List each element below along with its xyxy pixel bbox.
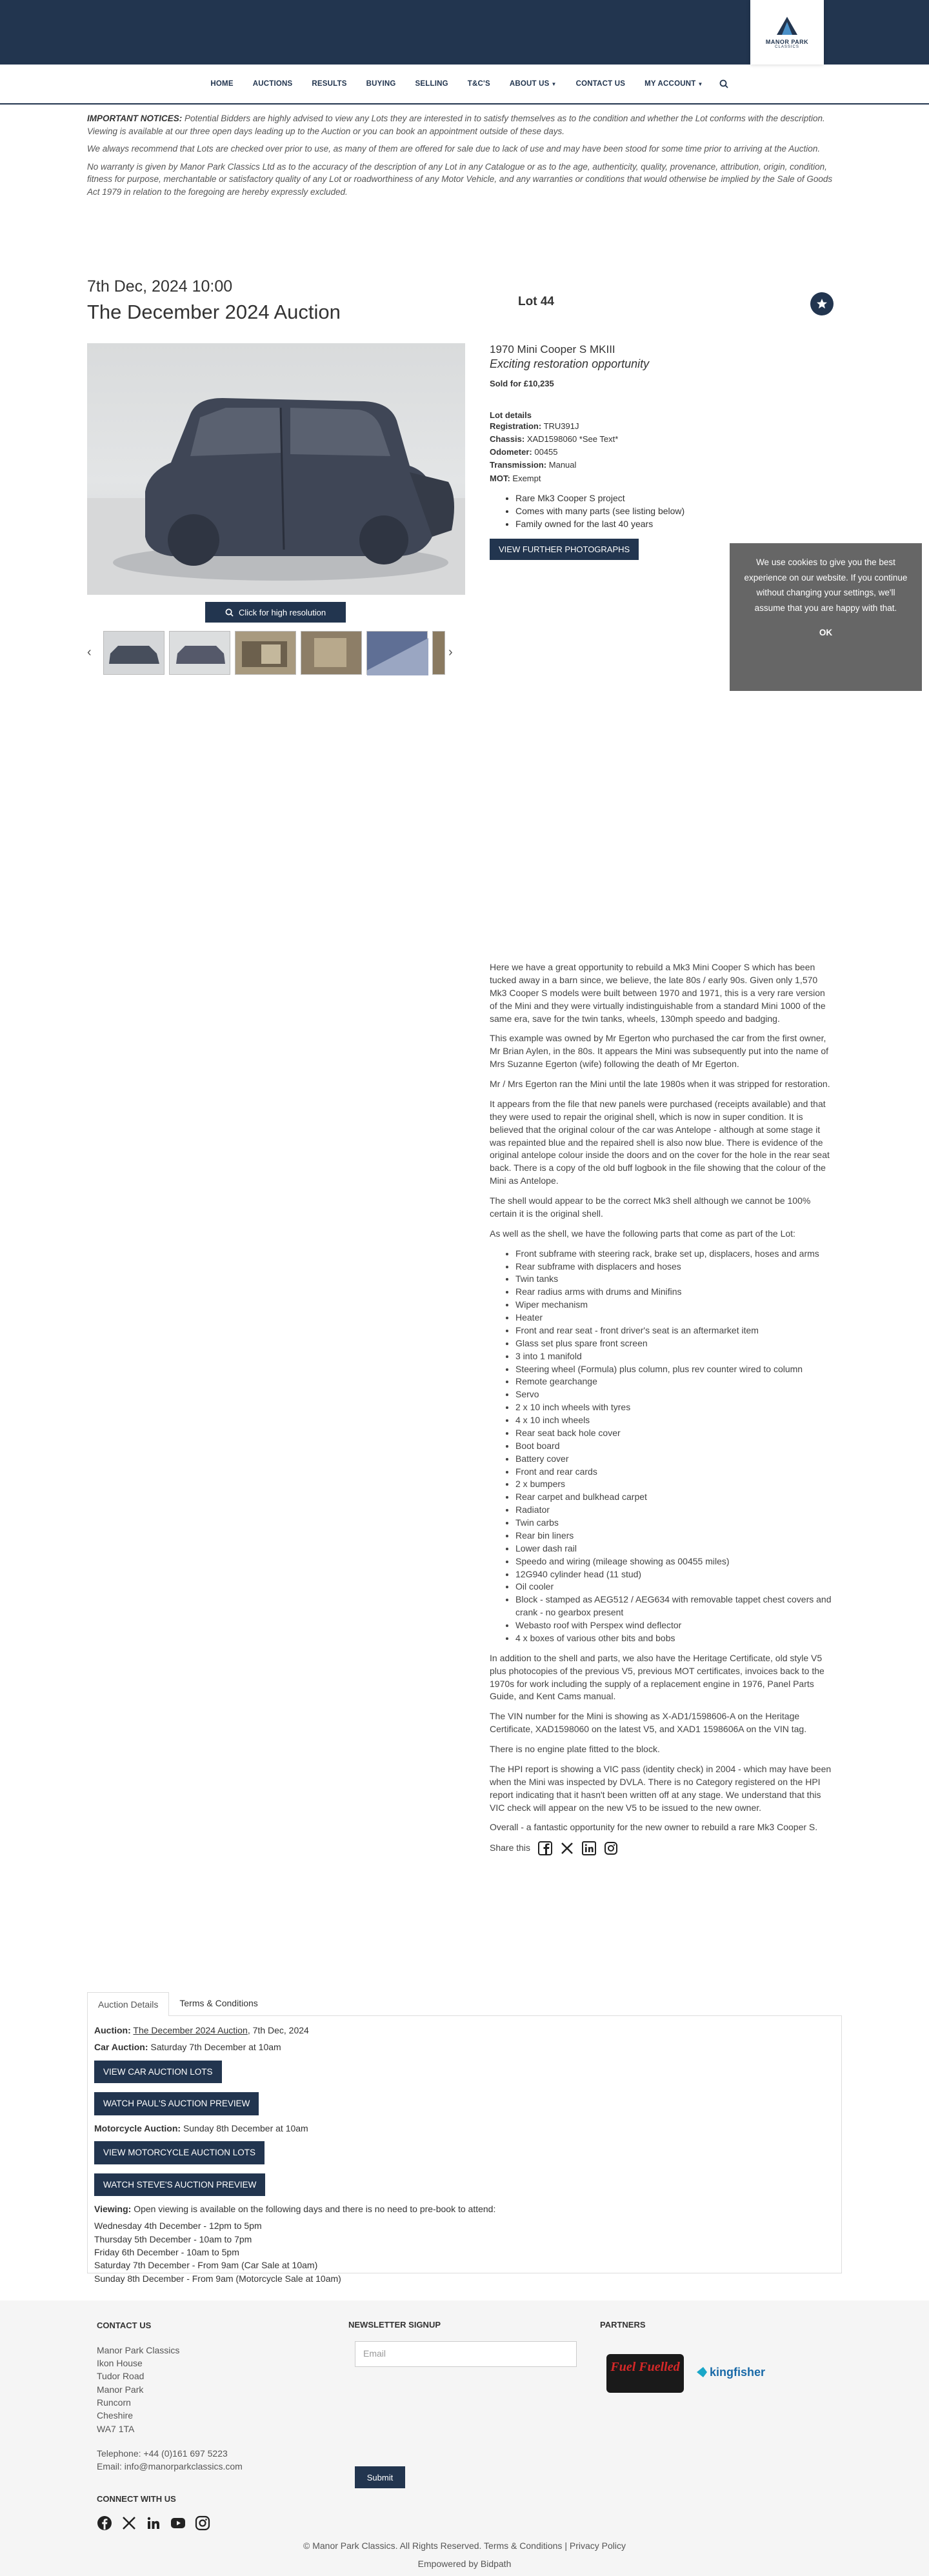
footer-partners <box>600 2320 768 2401</box>
address-line: Runcorn <box>97 2397 131 2408</box>
search-icon[interactable] <box>719 79 728 88</box>
list-item: • Webasto roof with Perspex wind deflector <box>515 1619 834 1632</box>
address-line: Tudor Road <box>97 2371 145 2382</box>
address-line: Manor Park <box>97 2384 144 2395</box>
nav-contact-us[interactable]: CONTACT US <box>575 80 626 88</box>
view-car-lots-button[interactable]: VIEW CAR AUCTION LOTS <box>94 2061 222 2084</box>
caret-down-icon: ▼ <box>551 81 557 87</box>
description-paragraph: Overall - a fantastic opportunity for the new owner to rebuild a rare Mk3 Cooper S. <box>490 1822 818 1833</box>
facebook-icon[interactable] <box>538 1841 552 1855</box>
parts-list <box>515 1248 834 1645</box>
list-item: • Rear seat back hole cover <box>515 1427 834 1440</box>
nav-about-us[interactable] <box>500 80 566 88</box>
list-item: • Speedo and wiring (mileage showing as 00455 miles) <box>515 1555 834 1568</box>
description-paragraph: This example was owned by Mr Egerton who purchased the car from the first owner, Mr Brian Aylen, in the 80s. It appears the Mini was subsequently put into the name of Mrs Suzanne Egerton (wife) following the death of Mr Egerton. <box>490 1033 829 1070</box>
logo-subtext: CLASSICS <box>775 45 799 49</box>
list-item: • 2 x bumpers <box>515 1478 834 1491</box>
list-item: • 4 x boxes of various other bits and bobs <box>515 1632 834 1645</box>
nav-auctions[interactable]: AUCTIONS <box>252 80 293 88</box>
list-item: • Rear bin liners <box>515 1530 834 1543</box>
nav-account-label: MY ACCOUNT <box>644 80 696 88</box>
watch-paul-preview-button[interactable]: WATCH PAUL'S AUCTION PREVIEW <box>94 2092 259 2115</box>
list-item: • Rear radius arms with drums and Minifins <box>515 1286 834 1299</box>
share-label: Share this <box>490 1842 531 1853</box>
nav-selling[interactable]: SELLING <box>415 80 448 88</box>
viewing-label: Viewing: <box>94 2204 132 2215</box>
list-item: • Radiator <box>515 1504 834 1517</box>
watch-lot-button[interactable] <box>810 292 834 315</box>
chevron-left-icon[interactable]: ‹ <box>87 645 92 659</box>
car-title: 1970 Mini Cooper S MKIII <box>490 343 615 355</box>
detail-odometer <box>490 446 838 459</box>
lot-number: Lot 44 <box>518 295 554 308</box>
newsletter-email-input[interactable]: Email <box>355 2341 577 2367</box>
notice-1-text: Potential Bidders are highly advised to view any Lots they are interested in to satisfy themselves as to the condition and whether the Lot conforms with the description. Viewing is available at our three open days leading up to the Auction or you can book an appointment outside of these days. <box>87 114 825 136</box>
viewing-line <box>94 2202 835 2215</box>
newsletter-submit-button[interactable]: Submit <box>355 2466 405 2488</box>
share-bar <box>490 1841 834 1855</box>
viewing-times <box>94 2219 835 2284</box>
list-item: • 3 into 1 manifold <box>515 1350 834 1363</box>
list-item: • Front and rear cards <box>515 1466 834 1479</box>
list-item: • Battery cover <box>515 1453 834 1466</box>
list-item: • Lower dash rail <box>515 1543 834 1555</box>
thumbnail[interactable] <box>169 631 230 675</box>
list-item: • Boot board <box>515 1440 834 1453</box>
list-item: • Oil cooler <box>515 1581 834 1593</box>
connect-heading: CONNECT WITH US <box>97 2494 176 2504</box>
description-paragraph: As well as the shell, we have the following parts that come as part of the Lot: <box>490 1228 795 1239</box>
thumbnail[interactable] <box>301 631 362 675</box>
list-item: Saturday 7th December - From 9am (Car Sale at 10am) <box>94 2260 318 2271</box>
terms-link[interactable]: Terms & Conditions <box>484 2541 563 2551</box>
detail-registration <box>490 420 838 433</box>
auction-tabs <box>87 1992 842 2284</box>
thumbnail[interactable] <box>235 631 296 675</box>
list-item: • Rear subframe with displacers and hoses <box>515 1261 834 1273</box>
logo-text: MANOR PARK <box>765 39 809 45</box>
list-item: • 2 x 10 inch wheels with tyres <box>515 1401 834 1414</box>
car-auction-label: Car Auction: <box>94 2042 148 2053</box>
mini-car-photo <box>87 343 465 595</box>
nav-about-label: ABOUT US <box>509 80 550 88</box>
list-item: • Front subframe with steering rack, brake set up, displacers, hoses and arms <box>515 1248 834 1261</box>
thumbnail[interactable] <box>366 631 428 675</box>
partners-heading: PARTNERS <box>600 2320 646 2330</box>
description-paragraph: In addition to the shell and parts, we also have the Heritage Certificate, old style V5 plus photocopies of the previous V5, previous MOT certificates, invoices back to the 1970s for work including the supply of a replacement engine in 1976, Panel Parts Guide, and Kent Cams manual. <box>490 1652 824 1702</box>
detail-chassis <box>490 433 838 446</box>
logo-mark-icon <box>775 15 799 36</box>
list-item: • Steering wheel (Formula) plus column, plus rev counter wired to column <box>515 1363 834 1376</box>
list-item: • Comes with many parts (see listing below) <box>515 504 838 517</box>
instagram-icon[interactable] <box>195 2515 210 2531</box>
lot-description <box>490 961 834 1855</box>
detail-value: XAD1598060 *See Text* <box>526 434 619 444</box>
description-paragraph: The HPI report is showing a VIC pass (identity check) in 2004 - which may have been when the Mini was inspected by DVLA. There is no Category registered on the HPI report indicating that it hasn't been written off at any stage. We understand that this VIC check will appear on the new V5 to be issued to the new owner. <box>490 1763 832 1813</box>
description-paragraph: The shell would appear to be the correct Mk3 shell although we cannot be 100% certain it is the original shell. <box>490 1195 811 1219</box>
copyright-line: © Manor Park Classics. All Rights Reserved. Terms & Conditions | Privacy Policy <box>303 2541 626 2551</box>
instagram-icon[interactable] <box>604 1841 618 1855</box>
linkedin-icon[interactable] <box>146 2515 161 2531</box>
auction-link[interactable]: The December 2024 Auction <box>133 2025 248 2035</box>
description-paragraph: It appears from the file that new panels were purchased (receipts available) and that they were used to repair the original shell, which is now in super condition. It is believed that the original colour of the car was Antelope - although at some stage it was repainted blue and the repaired shell is also now blue. There is evidence of the original antelope colour inside the doors and on the cover for the hole in the rear seat back. There is a copy of the old buff logbook in the file showing that the colour of the Mini as Antelope. <box>490 1098 830 1186</box>
nav-results[interactable]: RESULTS <box>312 80 347 88</box>
list-item: Wednesday 4th December - 12pm to 5pm <box>94 2221 262 2232</box>
detail-label: Chassis: <box>490 434 525 444</box>
lot-main-image[interactable] <box>87 343 465 595</box>
site-logo[interactable] <box>750 0 824 65</box>
contact-heading: CONTACT US <box>97 2321 152 2330</box>
description-paragraph: Mr / Mrs Egerton ran the Mini until the late 1980s when it was stripped for restoration. <box>490 1079 830 1089</box>
thumbnail[interactable] <box>103 631 165 675</box>
facebook-icon[interactable] <box>97 2515 112 2531</box>
youtube-icon[interactable] <box>170 2515 186 2531</box>
lot-info <box>490 343 838 560</box>
watch-steve-preview-button[interactable]: WATCH STEVE'S AUCTION PREVIEW <box>94 2173 265 2197</box>
newsletter-heading: NEWSLETTER SIGNUP <box>348 2320 441 2330</box>
detail-label: Odometer: <box>490 447 532 457</box>
address-line: Manor Park Classics <box>97 2344 180 2355</box>
notice-label: IMPORTANT NOTICES: <box>87 114 183 123</box>
detail-value: TRU391J <box>543 421 579 431</box>
cookie-banner <box>730 543 922 691</box>
nav-my-account[interactable] <box>635 80 712 88</box>
search-icon <box>225 608 234 617</box>
detail-mot <box>490 472 838 485</box>
important-notices <box>87 112 842 203</box>
top-banner <box>0 0 929 65</box>
tab-panel <box>87 2015 842 2284</box>
kingfisher-logo <box>697 2366 765 2379</box>
detail-value: Manual <box>548 460 577 470</box>
list-item: • 12G940 cylinder head (11 stud) <box>515 1568 834 1581</box>
auction-label: Auction: <box>94 2025 131 2035</box>
cookie-text: We use cookies to give you the best experience on our website. If you continue without changing your settings, we'll assume that you are happy with that. <box>744 557 908 613</box>
address-line: Cheshire <box>97 2410 134 2421</box>
lot-details-heading: Lot details <box>490 410 532 420</box>
list-item: • Block - stamped as AEG512 / AEG634 with removable tappet chest covers and crank - no gearbox present <box>515 1593 834 1619</box>
thumbnail[interactable] <box>432 631 445 675</box>
list-item: • Remote gearchange <box>515 1375 834 1388</box>
description-paragraph: The VIN number for the Mini is showing as X-AD1/1598606-A on the Heritage Certificate, XAD1598060 on the latest V5, and XAD1 1598606A on the VIN tag. <box>490 1711 807 1735</box>
list-item: Sunday 8th December - From 9am (Motorcycle Sale at 10am) <box>94 2273 341 2284</box>
caret-down-icon: ▼ <box>697 81 703 87</box>
main-nav <box>0 65 929 105</box>
social-icons <box>97 2515 210 2531</box>
description-paragraph: Here we have a great opportunity to rebuild a Mk3 Mini Cooper S which has been tucked away in a barn since, we believe, the late 80s / early 90s. Given only 1,570 Mk3 Cooper S models were built between 1970 and 1971, this is a very rare version of the Mini and they were virtually indistinguishable from a standard Mini 1000 of the same era, save for the twin tanks, wheels, 130mph speedo and badging. <box>490 962 826 1024</box>
footer-connect <box>97 2494 210 2531</box>
motorcycle-auction-value: Sunday 8th December at 10am <box>183 2122 308 2133</box>
high-resolution-button[interactable] <box>205 602 346 623</box>
description-paragraph: There is no engine plate fitted to the block. <box>490 1744 660 1754</box>
list-item: • Twin tanks <box>515 1273 834 1286</box>
detail-label: Transmission: <box>490 460 547 470</box>
detail-label: MOT: <box>490 473 510 483</box>
star-icon <box>816 298 828 310</box>
detail-transmission <box>490 459 838 472</box>
motorcycle-auction-line <box>94 2122 835 2135</box>
car-auction-value: Saturday 7th December at 10am <box>150 2042 281 2053</box>
list-item: • Front and rear seat - front driver's seat is an aftermarket item <box>515 1324 834 1337</box>
partner2-text: kingfisher <box>710 2366 766 2379</box>
tab-list <box>87 1992 842 2015</box>
auction-date: 7th Dec, 2024 10:00 <box>87 277 233 295</box>
address-line: WA7 1TA <box>97 2423 135 2434</box>
detail-value: 00455 <box>534 447 558 457</box>
auction-line <box>94 2024 835 2037</box>
chevron-right-icon[interactable]: › <box>448 645 453 659</box>
notice-2: We always recommend that Lots are checked over prior to use, as many of them are offered for sale due to lack of use and may have been stood for some time prior to arriving at the Auction. <box>87 144 821 154</box>
powered-by[interactable]: Empowered by Bidpath <box>417 2559 512 2569</box>
auction-title: The December 2024 Auction <box>87 301 341 323</box>
nav-buying[interactable]: BUYING <box>366 80 396 88</box>
list-item: • Glass set plus spare front screen <box>515 1337 834 1350</box>
description-outro <box>490 1652 834 1835</box>
thumbnail-strip <box>87 631 465 676</box>
x-icon[interactable] <box>121 2515 137 2531</box>
fuel-fuelled-logo <box>606 2354 684 2393</box>
list-item: • 4 x 10 inch wheels <box>515 1414 834 1427</box>
list-item: • Rare Mk3 Cooper S project <box>515 492 838 504</box>
sold-price: Sold for £10,235 <box>490 379 554 388</box>
motorcycle-auction-label: Motorcycle Auction: <box>94 2122 181 2133</box>
telephone[interactable]: Telephone: +44 (0)161 697 5223 <box>97 2448 228 2459</box>
privacy-link[interactable]: Privacy Policy <box>569 2541 626 2551</box>
list-item: • Twin carbs <box>515 1517 834 1530</box>
site-footer <box>0 2301 929 2576</box>
list-item: Thursday 5th December - 10am to 7pm <box>94 2233 252 2244</box>
viewing-value: Open viewing is available on the following days and there is no need to pre-book to attend: <box>134 2204 496 2215</box>
lot-highlights <box>515 492 838 531</box>
email-link[interactable]: Email: info@manorparkclassics.com <box>97 2461 243 2472</box>
linkedin-icon[interactable] <box>582 1841 596 1855</box>
list-item: • Family owned for the last 40 years <box>515 517 838 530</box>
car-auction-line <box>94 2041 835 2053</box>
detail-label: Registration: <box>490 421 542 431</box>
footer-contact <box>97 2320 243 2473</box>
nav-tcs[interactable]: T&C'S <box>467 80 490 88</box>
copyright-text: © Manor Park Classics. All Rights Reserved. <box>303 2541 482 2551</box>
cookie-ok-button[interactable]: OK <box>819 627 833 637</box>
partner-logos[interactable] <box>600 2341 768 2399</box>
tab-auction-details[interactable]: Auction Details <box>87 1992 169 2016</box>
auction-line-date: , 7th Dec, 2024 <box>247 2025 309 2035</box>
view-further-photographs-button[interactable]: VIEW FURTHER PHOTOGRAPHS <box>490 539 639 560</box>
tab-terms[interactable]: Terms & Conditions <box>179 1998 258 2008</box>
partner1-text: Fuel Fuelled <box>610 2360 680 2374</box>
notice-3: No warranty is given by Manor Park Classics Ltd as to the accuracy of the description of any Lot in any Catalogue or as to the age, authenticity, quality, provenance, attribution, origin, condition, fitness for purpose, merchantable or satisfactory quality of any Lot or roadworthiness of any Motor Vehicle, and any warranties or conditions that would otherwise be implied by the Sale of Goods Act 1979 in relation to the foregoing are hereby expressly excluded. <box>87 161 833 197</box>
x-icon[interactable] <box>560 1841 574 1855</box>
description-intro <box>490 961 834 1241</box>
view-motorcycle-lots-button[interactable]: VIEW MOTORCYCLE AUCTION LOTS <box>94 2141 265 2164</box>
list-item: • Heater <box>515 1312 834 1324</box>
car-subtitle: Exciting restoration opportunity <box>490 357 650 370</box>
list-item: • Servo <box>515 1388 834 1401</box>
newsletter-signup <box>348 2320 577 2482</box>
list-item: Friday 6th December - 10am to 5pm <box>94 2247 239 2258</box>
list-item: • Wiper mechanism <box>515 1299 834 1312</box>
detail-value: Exempt <box>512 473 541 483</box>
high-resolution-label: Click for high resolution <box>238 607 326 617</box>
nav-home[interactable]: HOME <box>210 80 234 88</box>
notice-1 <box>87 112 842 137</box>
address-line: Ikon House <box>97 2358 143 2369</box>
list-item: • Rear carpet and bulkhead carpet <box>515 1491 834 1504</box>
